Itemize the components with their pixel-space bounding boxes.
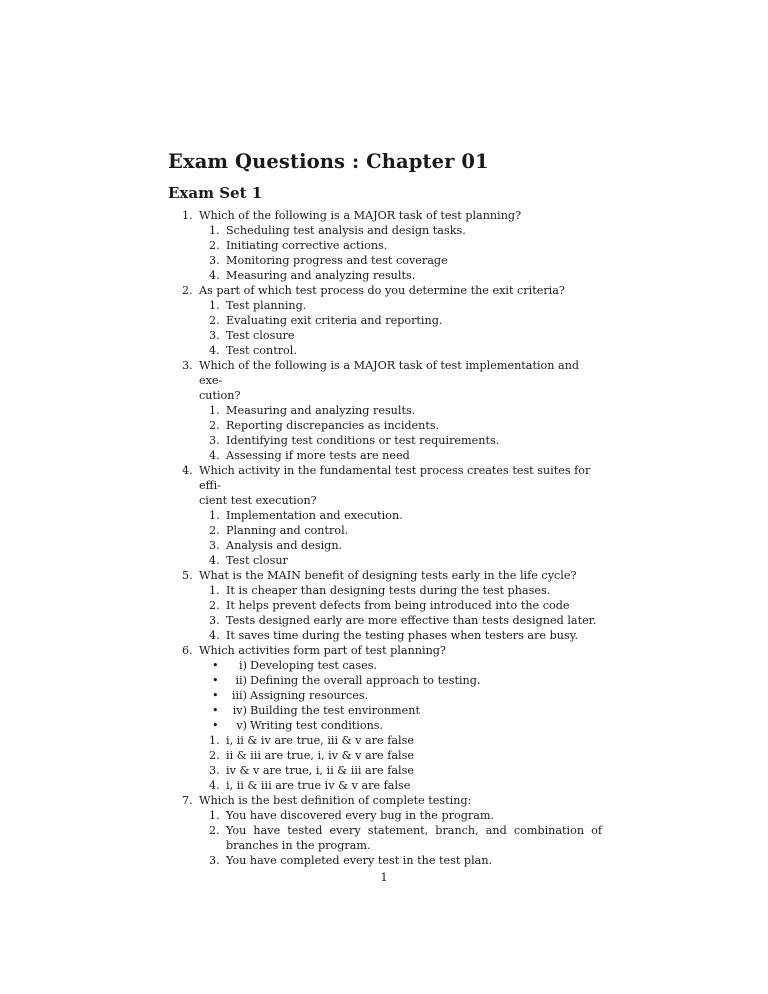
option bbox=[168, 223, 602, 238]
option-number: 3. bbox=[209, 614, 220, 627]
option-number: 3. bbox=[209, 254, 220, 267]
option bbox=[168, 523, 602, 538]
bullet-icon: • bbox=[212, 704, 219, 717]
option-text: i, ii & iii are true iv & v are false bbox=[226, 779, 411, 792]
question-1 bbox=[168, 208, 602, 223]
option bbox=[168, 298, 602, 313]
option-number: 1. bbox=[209, 734, 220, 747]
option-number: 3. bbox=[209, 764, 220, 777]
option-number: 2. bbox=[209, 524, 220, 537]
question-text: What is the MAIN benefit of designing tests early in the life cycle? bbox=[199, 569, 577, 582]
option-number: 4. bbox=[209, 554, 220, 567]
roman-numeral: iv) bbox=[232, 704, 247, 717]
bullet-text: Assigning resources. bbox=[250, 689, 369, 702]
option-number: 3. bbox=[209, 539, 220, 552]
option bbox=[168, 313, 602, 328]
bullet-item bbox=[168, 718, 602, 733]
option-number: 4. bbox=[209, 629, 220, 642]
option-number: 2. bbox=[209, 749, 220, 762]
bullet-item bbox=[168, 658, 602, 673]
option-text-line: branches in the program. bbox=[226, 839, 371, 852]
bullet-item bbox=[168, 703, 602, 718]
option-text: Measuring and analyzing results. bbox=[226, 269, 416, 282]
question-text: Which activities form part of test planning? bbox=[199, 644, 446, 657]
question-text: Which is the best definition of complete testing: bbox=[199, 794, 472, 807]
page-number: 1 bbox=[380, 871, 388, 884]
option-number: 3. bbox=[209, 854, 220, 867]
question-text: As part of which test process do you determine the exit criteria? bbox=[199, 284, 565, 297]
option-text: Tests designed early are more effective than tests designed later. bbox=[226, 614, 597, 627]
option-text: Identifying test conditions or test requirements. bbox=[226, 434, 500, 447]
option bbox=[168, 823, 602, 853]
option-text: Measuring and analyzing results. bbox=[226, 404, 416, 417]
option-text: Monitoring progress and test coverage bbox=[226, 254, 448, 267]
option-number: 2. bbox=[209, 599, 220, 612]
option bbox=[168, 448, 602, 463]
option-number: 4. bbox=[209, 779, 220, 792]
bullet-icon: • bbox=[212, 674, 219, 687]
bullet-icon: • bbox=[212, 719, 219, 732]
option bbox=[168, 763, 602, 778]
option-number: 2. bbox=[209, 419, 220, 432]
question-number: 1. bbox=[182, 209, 193, 222]
option-number: 1. bbox=[209, 584, 220, 597]
question-number: 2. bbox=[182, 284, 193, 297]
option-text: iv & v are true, i, ii & iii are false bbox=[226, 764, 414, 777]
question-text-line: cient test execution? bbox=[199, 494, 317, 507]
bullet-item bbox=[168, 673, 602, 688]
option bbox=[168, 778, 602, 793]
option bbox=[168, 598, 602, 613]
question-number: 5. bbox=[182, 569, 193, 582]
question-text-line: Which of the following is a MAJOR task of test implementation and exe- bbox=[199, 359, 580, 387]
option-text: You have completed every test in the test plan. bbox=[226, 854, 493, 867]
option-text: Analysis and design. bbox=[226, 539, 343, 552]
option-text: Planning and control. bbox=[226, 524, 349, 537]
bullet-text: Developing test cases. bbox=[250, 659, 378, 672]
option-text: Initiating corrective actions. bbox=[226, 239, 388, 252]
option-text: Scheduling test analysis and design tasks. bbox=[226, 224, 466, 237]
option bbox=[168, 553, 602, 568]
question-list bbox=[168, 208, 602, 868]
option-number: 3. bbox=[209, 434, 220, 447]
roman-numeral: v) bbox=[236, 719, 247, 732]
roman-numeral: ii) bbox=[235, 674, 247, 687]
option bbox=[168, 628, 602, 643]
option-number: 1. bbox=[209, 299, 220, 312]
option bbox=[168, 733, 602, 748]
option-text: Test planning. bbox=[226, 299, 307, 312]
option-text: Assessing if more tests are need bbox=[226, 449, 410, 462]
bullet-icon: • bbox=[212, 689, 219, 702]
question-4 bbox=[168, 463, 602, 508]
option bbox=[168, 538, 602, 553]
option-number: 2. bbox=[209, 824, 220, 837]
option-number: 3. bbox=[209, 329, 220, 342]
option-text: Test control. bbox=[226, 344, 297, 357]
bullet-icon: • bbox=[212, 659, 219, 672]
option-text: You have discovered every bug in the program. bbox=[226, 809, 495, 822]
option-text: i, ii & iv are true, iii & v are false bbox=[226, 734, 414, 747]
question-number: 4. bbox=[182, 464, 193, 477]
option-text: ii & iii are true, i, iv & v are false bbox=[226, 749, 414, 762]
question-3 bbox=[168, 358, 602, 403]
option bbox=[168, 238, 602, 253]
option-number: 4. bbox=[209, 344, 220, 357]
option-text: Test closur bbox=[226, 554, 288, 567]
option-number: 2. bbox=[209, 239, 220, 252]
roman-numeral: iii) bbox=[231, 689, 247, 702]
question-2 bbox=[168, 283, 602, 298]
option-text: Implementation and execution. bbox=[226, 509, 403, 522]
option-number: 1. bbox=[209, 809, 220, 822]
question-text: Which of the following is a MAJOR task of test planning? bbox=[199, 209, 522, 222]
option-number: 1. bbox=[209, 404, 220, 417]
roman-numeral: i) bbox=[239, 659, 247, 672]
option-text: Evaluating exit criteria and reporting. bbox=[226, 314, 443, 327]
option bbox=[168, 418, 602, 433]
option bbox=[168, 808, 602, 823]
option bbox=[168, 853, 602, 868]
question-number: 6. bbox=[182, 644, 193, 657]
option-text: It saves time during the testing phases when testers are busy. bbox=[226, 629, 579, 642]
section-title: Exam Set 1 bbox=[168, 184, 263, 202]
bullet-text: Defining the overall approach to testing. bbox=[250, 674, 481, 687]
option bbox=[168, 583, 602, 598]
option bbox=[168, 613, 602, 628]
option bbox=[168, 748, 602, 763]
question-7 bbox=[168, 793, 602, 808]
option-text: It helps prevent defects from being introduced into the code bbox=[226, 599, 570, 612]
option-number: 1. bbox=[209, 509, 220, 522]
bullet-item bbox=[168, 688, 602, 703]
page-title: Exam Questions : Chapter 01 bbox=[168, 150, 489, 173]
option bbox=[168, 433, 602, 448]
option bbox=[168, 253, 602, 268]
question-text-line: cution? bbox=[199, 389, 241, 402]
option-text-line: You have tested every statement, branch, and combination of bbox=[226, 824, 602, 837]
bullet-text: Writing test conditions. bbox=[250, 719, 384, 732]
option-number: 4. bbox=[209, 449, 220, 462]
question-6 bbox=[168, 643, 602, 658]
option bbox=[168, 268, 602, 283]
option-number: 1. bbox=[209, 224, 220, 237]
question-text-line: Which activity in the fundamental test process creates test suites for effi- bbox=[199, 464, 591, 492]
question-number: 3. bbox=[182, 359, 193, 372]
option-number: 4. bbox=[209, 269, 220, 282]
option bbox=[168, 343, 602, 358]
option-text: Test closure bbox=[226, 329, 295, 342]
option-number: 2. bbox=[209, 314, 220, 327]
question-5 bbox=[168, 568, 602, 583]
option bbox=[168, 508, 602, 523]
option-text: Reporting discrepancies as incidents. bbox=[226, 419, 440, 432]
option bbox=[168, 328, 602, 343]
option bbox=[168, 403, 602, 418]
bullet-text: Building the test environment bbox=[250, 704, 420, 717]
option-text: It is cheaper than designing tests during the test phases. bbox=[226, 584, 551, 597]
question-number: 7. bbox=[182, 794, 193, 807]
